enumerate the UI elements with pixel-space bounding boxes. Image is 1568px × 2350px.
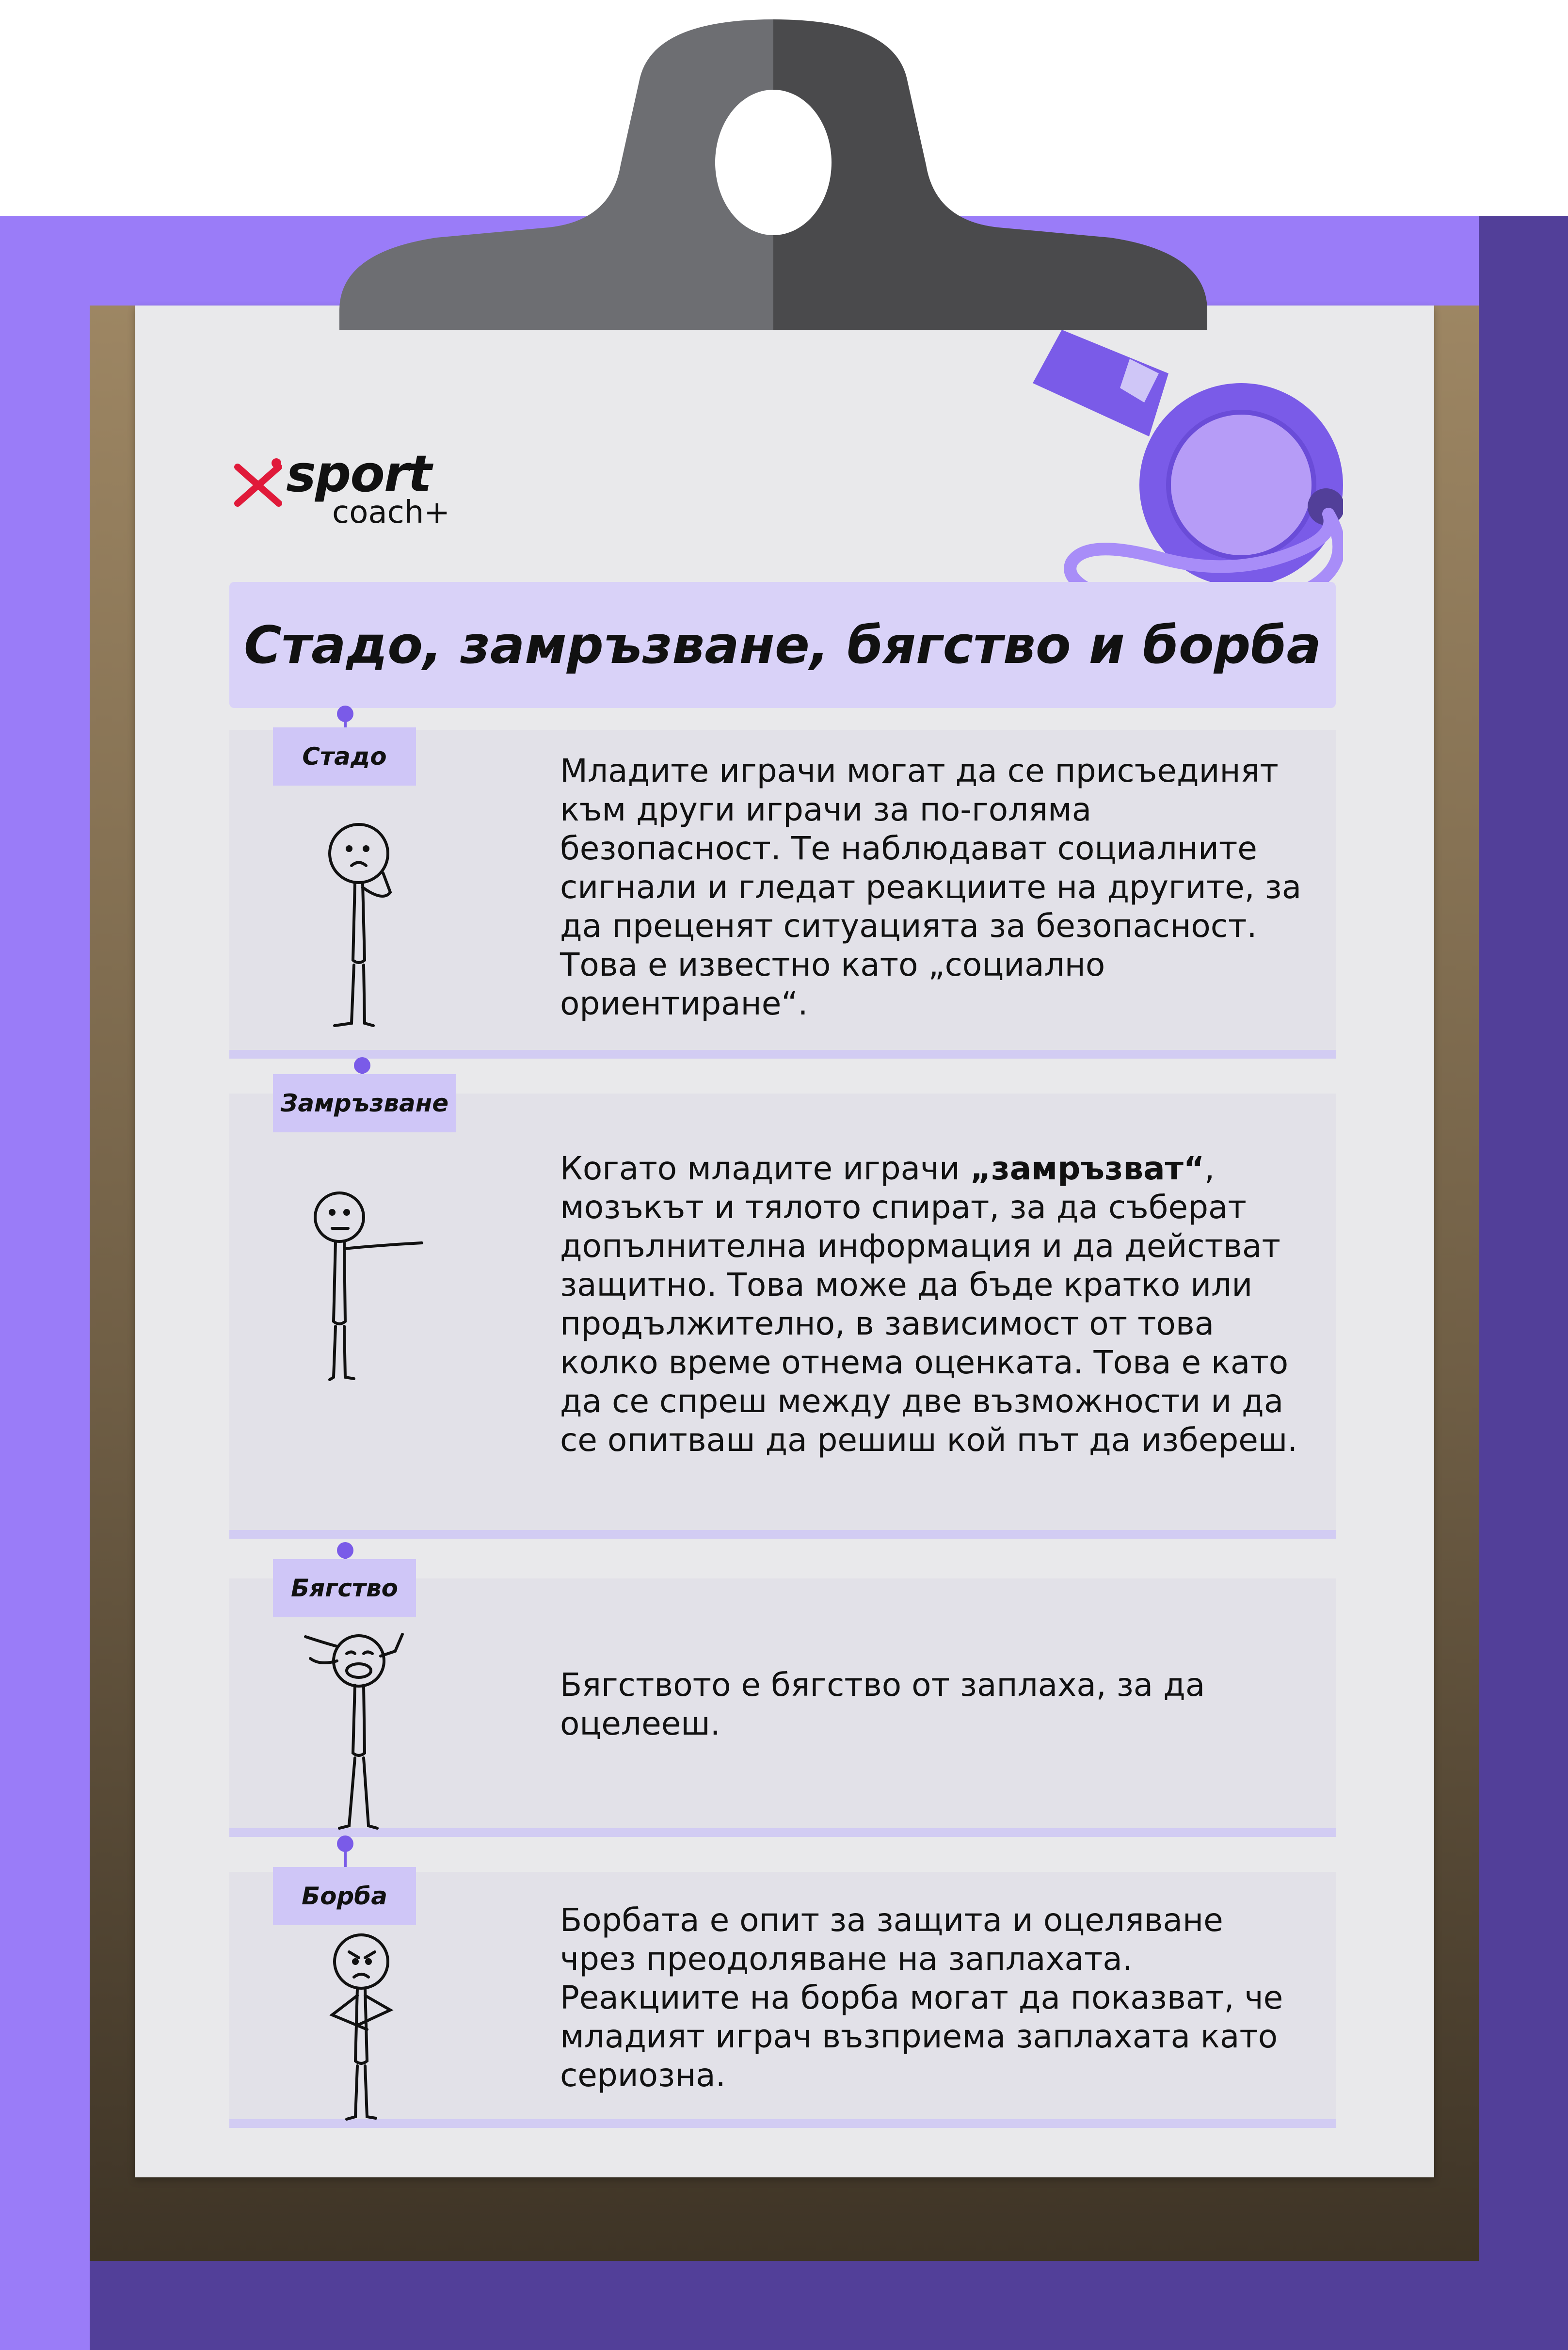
section-freeze-text [560, 1149, 1316, 1460]
logo-coach-text: coach+ [332, 495, 450, 531]
sport-coach-logo [233, 444, 475, 536]
clipboard-clip-icon [339, 19, 1207, 330]
stick-figure-worried-icon [310, 820, 407, 1033]
tag-pin [337, 1835, 353, 1852]
tag-fight: Борба [273, 1867, 416, 1925]
stick-figure-scared-icon [301, 1632, 417, 1835]
section-herd-text: Младите играчи могат да се присъединят към други играчи за по-голяма безопасност. Те наблюдават социалните сигнали и гледат реакциите на другите, за да преценят ситуацията за безопасност. Това е известно като „социално ориентиране“. [560, 752, 1302, 1022]
tag-pin [337, 706, 353, 722]
tag-freeze: Замръзване [273, 1074, 456, 1132]
stick-figure-angry-icon [322, 1932, 419, 2126]
logo-sport-text: sport [286, 444, 431, 503]
tag-pin-stem [344, 1850, 347, 1869]
section-fight-text: Борбата е опит за защита и оцеляване чрез преодоляване на заплахата. Реакциите на борба могат да показват, че младият играч възприема заплахата като сериозна. [560, 1901, 1283, 2094]
page-title: Стадо, замръзване, бягство и борба [243, 615, 1322, 675]
tag-pin [337, 1542, 353, 1559]
section-divider [229, 1050, 1336, 1059]
section-freeze-text-bold: „замръзват“ [970, 1150, 1205, 1187]
tag-herd: Стадо [273, 727, 416, 786]
tag-flight: Бягство [273, 1559, 416, 1617]
whistle-icon [1033, 330, 1343, 621]
tag-pin [354, 1057, 370, 1074]
section-freeze-text-after: , мозъкът и тялото спират, за да съберат допълнителна информация и да действат защитно. Това може да бъде кратко или продължително, в зависимост от това колко време отнема оценката. Това е като да се спреш между две възможности и да се опитваш да решиш кой път да избереш. [560, 1150, 1298, 1459]
sport-coach-logo-icon [233, 457, 286, 511]
background-band-shadow [1479, 216, 1568, 2350]
title-banner [229, 582, 1336, 708]
section-divider [229, 1530, 1336, 1539]
stick-figure-pointing-icon [305, 1191, 432, 1384]
background-bottom-shadow [90, 2261, 1568, 2350]
section-freeze-text-before: Когато младите играчи [560, 1150, 970, 1187]
section-flight-text: Бягството е бягство от заплаха, за да оцелееш. [560, 1666, 1205, 1742]
